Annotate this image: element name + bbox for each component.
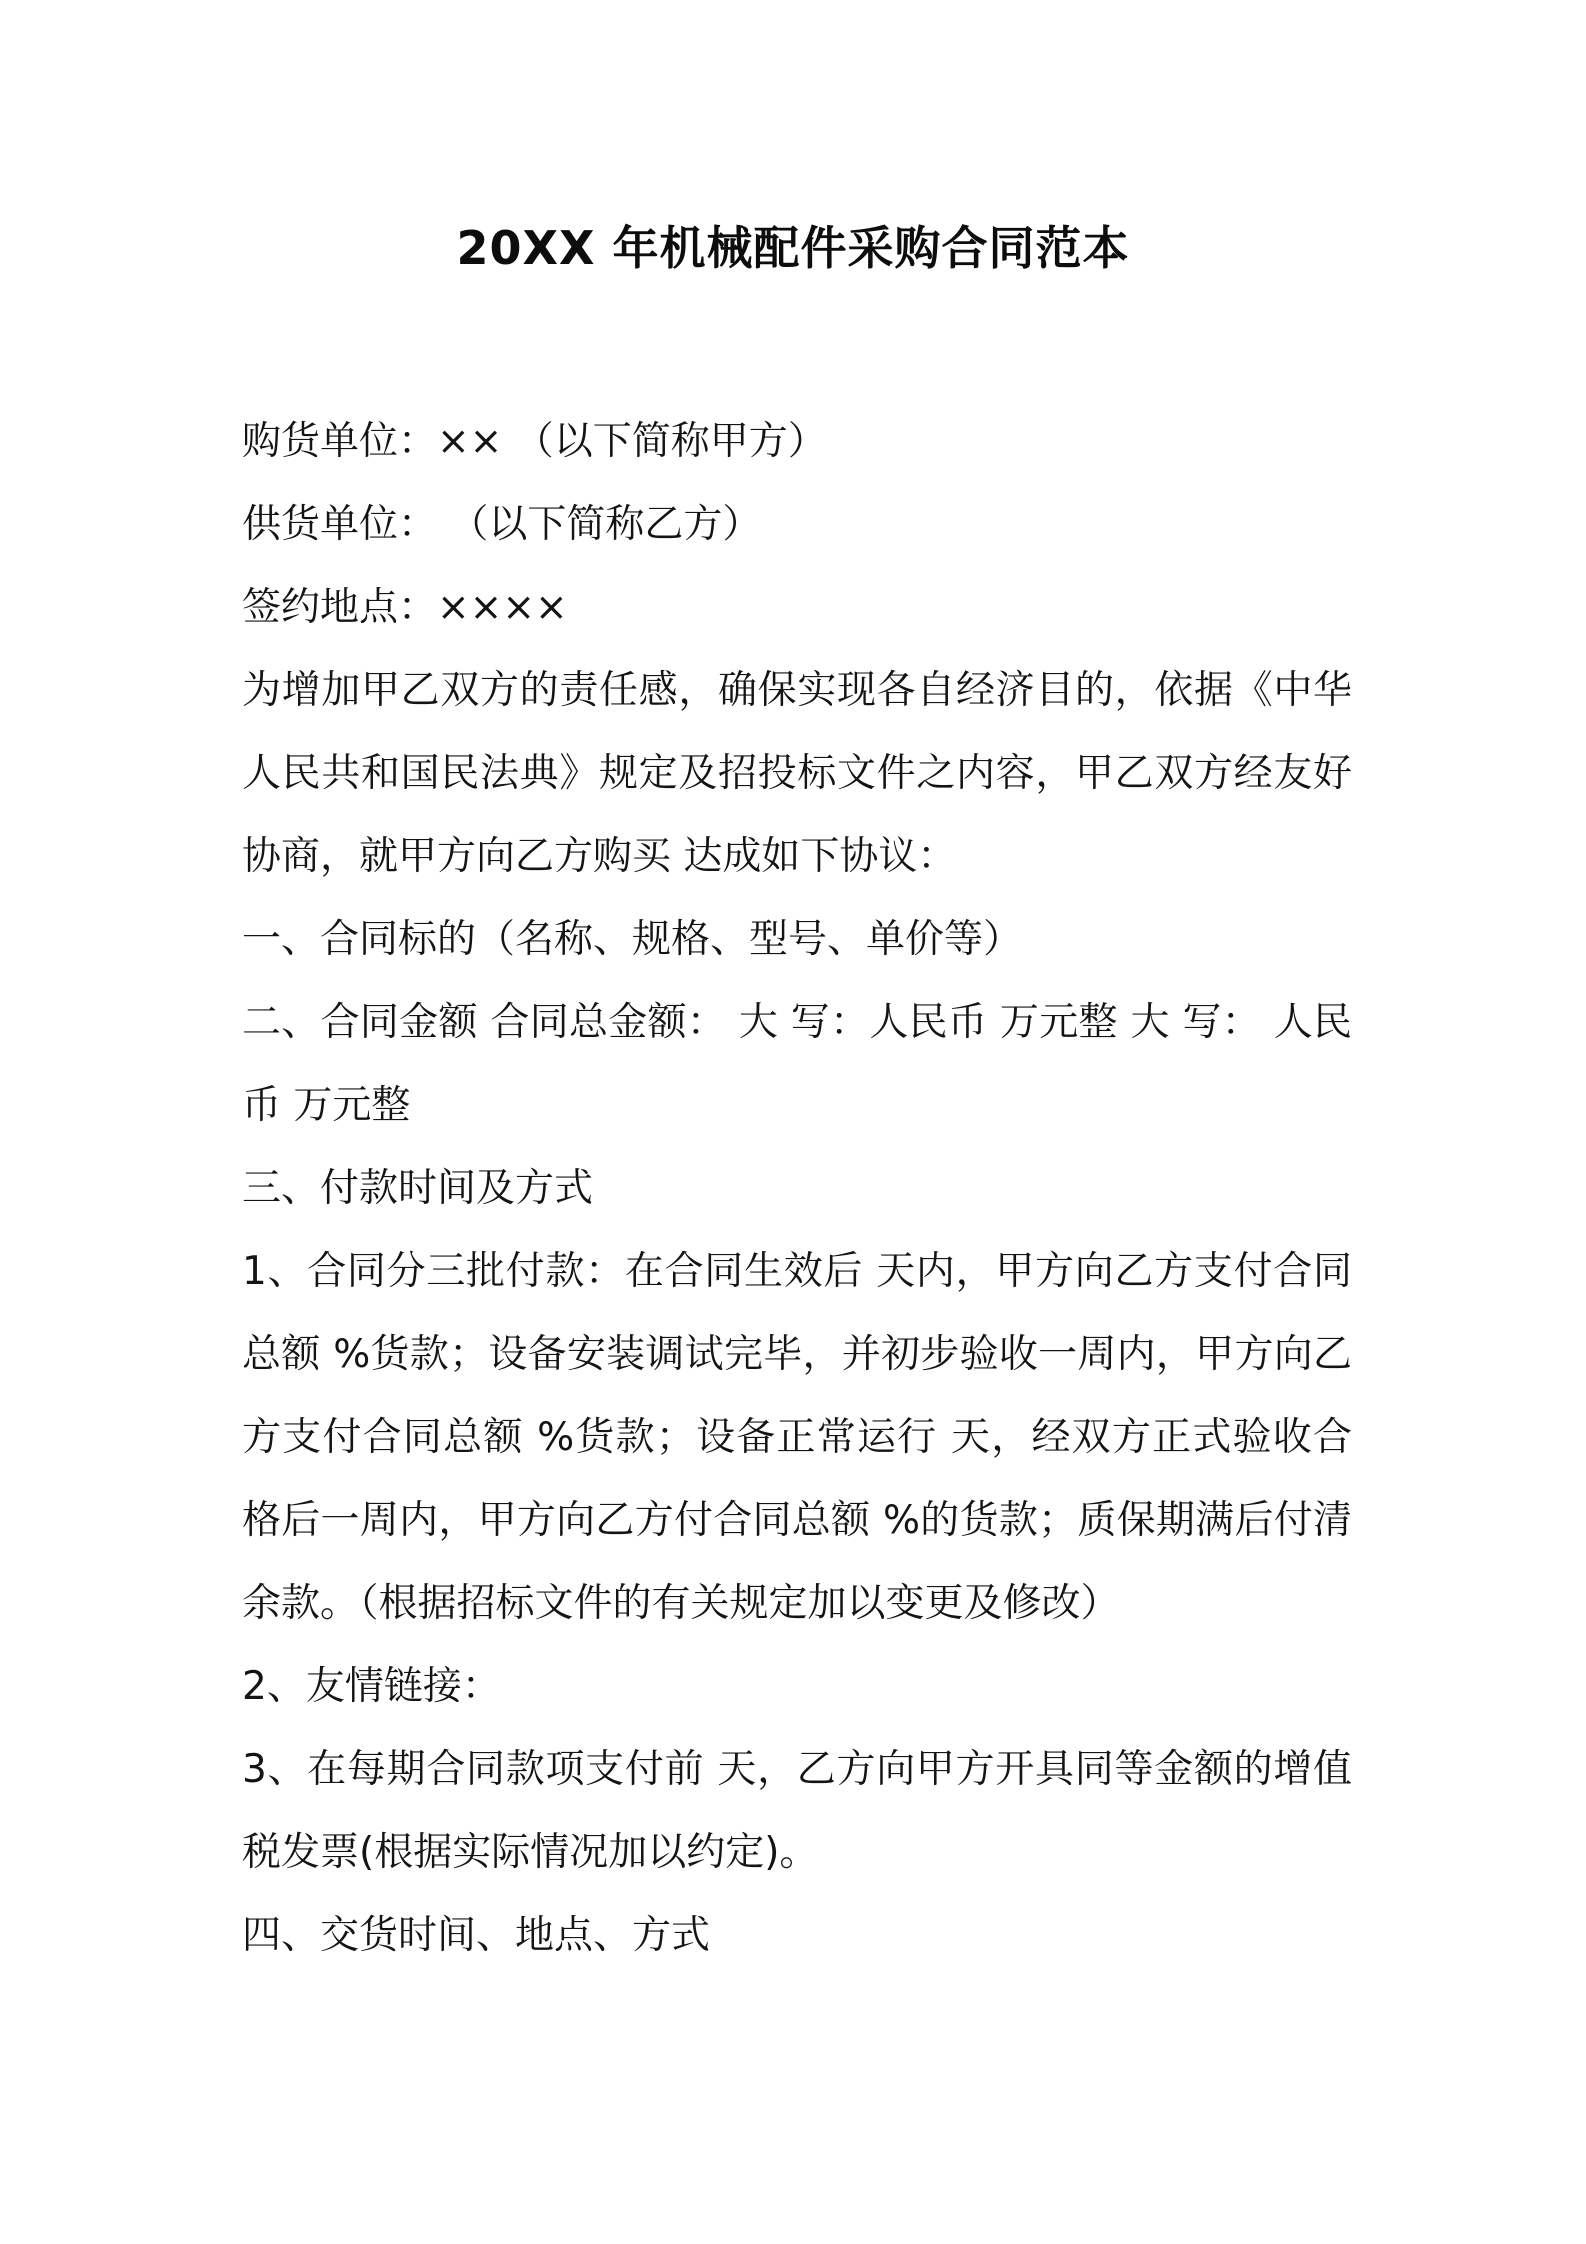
section-heading-amount: 二、合同金额 合同总金额： 大 写：人民币 万元整 大 写： 人民币 万元整 xyxy=(242,1000,1352,1128)
section-heading-subject: 一、合同标的（名称、规格、型号、单价等） xyxy=(242,917,1023,962)
section-heading-payment: 三、付款时间及方式 xyxy=(242,1166,594,1211)
paragraph-buyer: 购货单位：×× （以下简称甲方） xyxy=(242,419,827,464)
paragraph-preamble: 为增加甲乙双方的责任感，确保实现各自经济目的，依据《中华人民共和国民法典》规定及招投标文件之内容，甲乙双方经友好协商，就甲方向乙方购买 达成如下协议： xyxy=(242,668,1352,879)
paragraph-signing-location: 签约地点：×××× xyxy=(242,585,568,630)
paragraph-payment-1: 1、合同分三批付款：在合同生效后 天内，甲方向乙方支付合同总额 %货款；设备安装调试完毕，并初步验收一周内，甲方向乙方支付合同总额 %货款；设备正常运行 天，经双方正式验收合格后一周内，甲方向乙方付合同总额 %的货款；质保期满后付清余款。（根据招标文件的有关规定加以变更及修改） xyxy=(242,1249,1352,1626)
document-title: 20XX 年机械配件采购合同范本 xyxy=(456,221,1130,275)
section-heading-delivery: 四、交货时间、地点、方式 xyxy=(242,1913,711,1958)
paragraph-payment-2: 2、友情链接： xyxy=(242,1664,501,1709)
paragraph-payment-3: 3、在每期合同款项支付前 天，乙方向甲方开具同等金额的增值税发票(根据实际情况加以约定)。 xyxy=(242,1747,1352,1875)
document-body xyxy=(242,400,1352,1977)
paragraph-supplier: 供货单位： （以下简称乙方） xyxy=(242,502,762,547)
